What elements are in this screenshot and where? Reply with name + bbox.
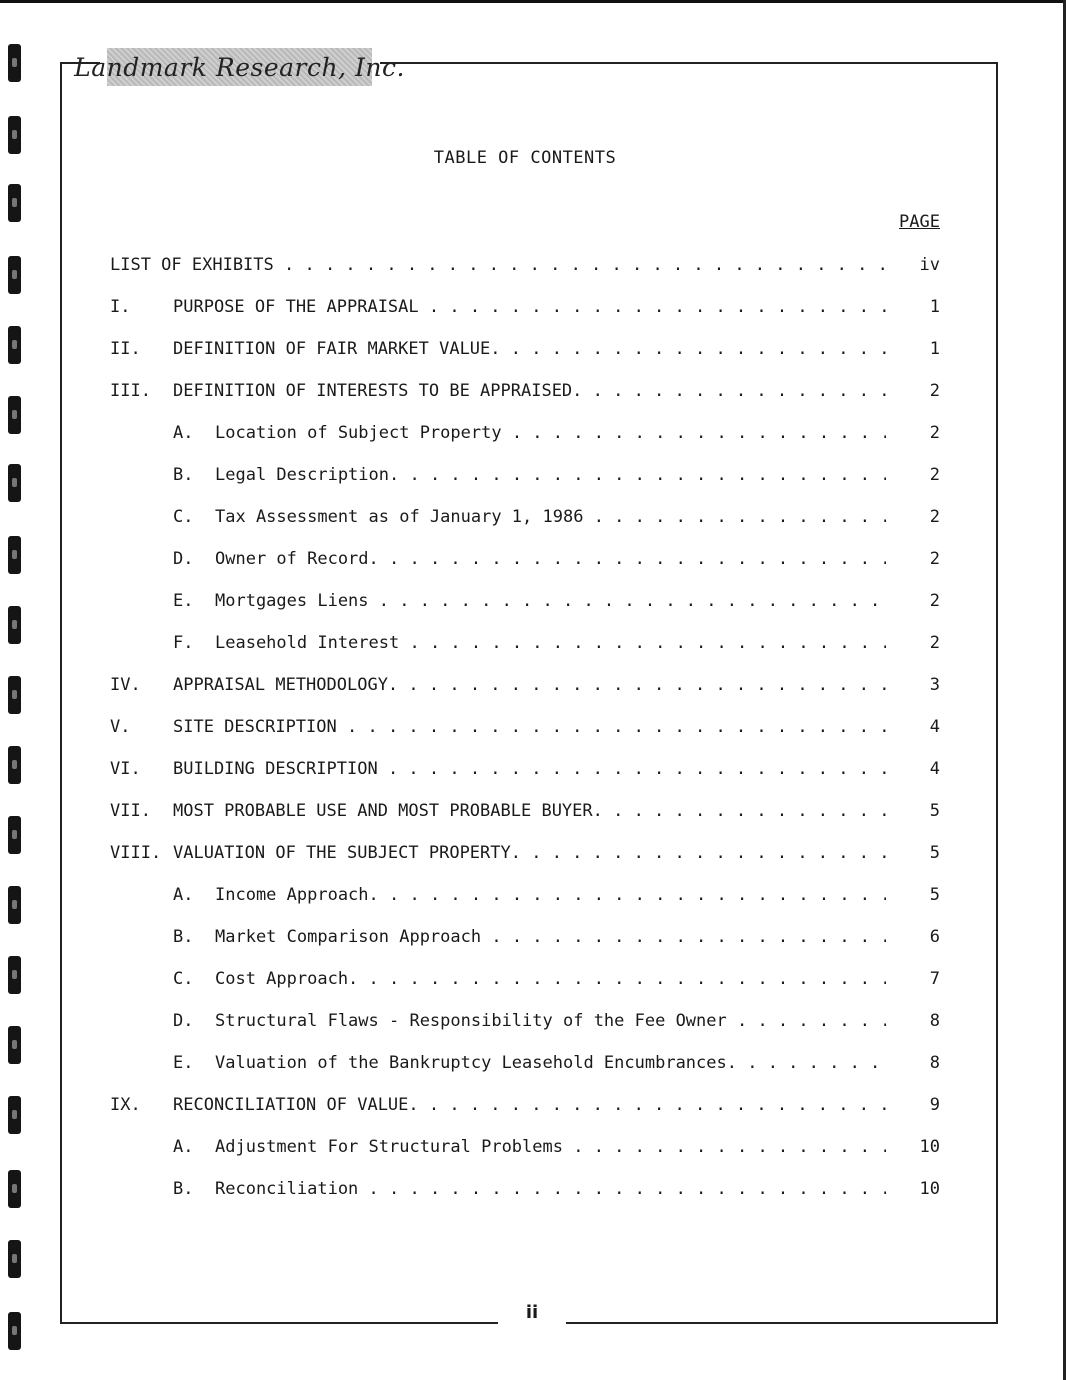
toc-entry [0, 670, 1066, 700]
toc-entry [0, 754, 1066, 784]
toc-entry-text [215, 1132, 886, 1162]
page-top-edge [0, 0, 1066, 3]
toc-entry-page: 1 [929, 297, 940, 317]
toc-entry-text [215, 922, 886, 952]
toc-entry-text [215, 418, 886, 448]
toc-entry-page: 2 [929, 507, 940, 527]
toc-entry-page: 10 [919, 1179, 940, 1199]
toc-entry [0, 460, 1066, 490]
toc-entry-number: II. [110, 339, 141, 359]
toc-entry-number: VI. [110, 759, 141, 779]
toc-entry-text [173, 376, 886, 406]
toc-entry-text [215, 628, 886, 658]
toc-entry-label: Legal Description. [215, 465, 400, 485]
toc-entry [0, 502, 1066, 532]
toc-title: TABLE OF CONTENTS [433, 148, 617, 168]
toc-entry-text [215, 586, 886, 616]
toc-entry-text [215, 964, 886, 994]
binding-hole [8, 1312, 21, 1350]
toc-entry-number: B. [173, 1179, 194, 1199]
toc-entry-page: 2 [929, 465, 940, 485]
toc-entry-page: 4 [929, 759, 940, 779]
toc-entry-text [215, 544, 886, 574]
toc-entry-text [173, 670, 886, 700]
footer-page-number: ii [525, 1302, 539, 1323]
page-column-header: PAGE [899, 212, 940, 232]
toc-entry-text [173, 754, 886, 784]
toc-entry-page: 5 [929, 885, 940, 905]
toc-entry-number: A. [173, 1137, 194, 1157]
toc-entry-label: DEFINITION OF FAIR MARKET VALUE. [173, 339, 501, 359]
toc-entry-page: 2 [929, 423, 940, 443]
toc-entry-label: Leasehold Interest [215, 633, 400, 653]
toc-entry-label: Market Comparison Approach [215, 927, 482, 947]
toc-entry [0, 964, 1066, 994]
toc-entry [0, 250, 1066, 280]
toc-entry [0, 1006, 1066, 1036]
toc-entry-page: iv [919, 255, 940, 275]
toc-entry-page: 7 [929, 969, 940, 989]
toc-entry-page: 2 [929, 591, 940, 611]
toc-entry [0, 334, 1066, 364]
toc-entry-label: LIST OF EXHIBITS [110, 255, 274, 275]
company-name: Landmark Research, Inc. [74, 52, 405, 82]
toc-entry-page: 2 [929, 381, 940, 401]
toc-entry-number: D. [173, 549, 194, 569]
toc-entry-text [173, 838, 886, 868]
toc-entry-number: E. [173, 591, 194, 611]
toc-entry-label: SITE DESCRIPTION [173, 717, 337, 737]
toc-entry-label: VALUATION OF THE SUBJECT PROPERTY. [173, 843, 521, 863]
toc-entry-page: 5 [929, 801, 940, 821]
toc-entry-number: I. [110, 297, 131, 317]
toc-entry-text [173, 1090, 886, 1120]
toc-entry-page: 10 [919, 1137, 940, 1157]
toc-entry-number: F. [173, 633, 194, 653]
toc-entry-label: Valuation of the Bankruptcy Leasehold Encumbrances. [215, 1053, 737, 1073]
toc-entry [0, 1132, 1066, 1162]
toc-entry [0, 796, 1066, 826]
binding-hole [8, 44, 21, 82]
binding-hole [8, 184, 21, 222]
toc-entry-page: 4 [929, 717, 940, 737]
toc-entry-label: Location of Subject Property [215, 423, 502, 443]
toc-entry-label: Structural Flaws - Responsibility of the Fee Owner [215, 1011, 727, 1031]
toc-entry-label: MOST PROBABLE USE AND MOST PROBABLE BUYER. [173, 801, 603, 821]
toc-entry-page: 5 [929, 843, 940, 863]
toc-entry-page: 2 [929, 633, 940, 653]
toc-entry-text [173, 292, 886, 322]
toc-entry-text [110, 250, 886, 280]
toc-entry-page: 6 [929, 927, 940, 947]
toc-entry-label: Adjustment For Structural Problems [215, 1137, 563, 1157]
toc-entry-label: APPRAISAL METHODOLOGY. [173, 675, 399, 695]
toc-entry-page: 8 [929, 1053, 940, 1073]
toc-entry [0, 628, 1066, 658]
toc-entry-label: Tax Assessment as of January 1, 1986 [215, 507, 584, 527]
toc-entry-page: 2 [929, 549, 940, 569]
toc-entry-number: VIII. [110, 843, 162, 863]
toc-entry [0, 586, 1066, 616]
toc-entry-label: DEFINITION OF INTERESTS TO BE APPRAISED. [173, 381, 583, 401]
toc-entry-number: V. [110, 717, 131, 737]
toc-entry-label: Income Approach. [215, 885, 379, 905]
toc-entry-label: BUILDING DESCRIPTION [173, 759, 378, 779]
toc-entry-number: A. [173, 885, 194, 905]
toc-entry-number: E. [173, 1053, 194, 1073]
toc-entry-page: 8 [929, 1011, 940, 1031]
toc-entry [0, 880, 1066, 910]
toc-entry-number: D. [173, 1011, 194, 1031]
toc-entry-text [215, 502, 886, 532]
toc-entry-page: 9 [929, 1095, 940, 1115]
toc-entry-page: 3 [929, 675, 940, 695]
binding-hole [8, 1240, 21, 1278]
toc-entry-text [173, 796, 886, 826]
toc-entry-label: RECONCILIATION OF VALUE. [173, 1095, 419, 1115]
toc-entry [0, 712, 1066, 742]
toc-entry [0, 376, 1066, 406]
toc-entry-text [215, 1048, 886, 1078]
toc-entry [0, 1048, 1066, 1078]
toc-entry-number: C. [173, 507, 194, 527]
toc-entry [0, 1090, 1066, 1120]
toc-entry-number: B. [173, 927, 194, 947]
toc-entry-number: A. [173, 423, 194, 443]
toc-entry-label: PURPOSE OF THE APPRAISAL [173, 297, 419, 317]
toc-entry-text [215, 1174, 886, 1204]
toc-entry-label: Mortgages Liens [215, 591, 369, 611]
toc-entry-number: IX. [110, 1095, 141, 1115]
toc-entry-number: III. [110, 381, 151, 401]
toc-entry [0, 1174, 1066, 1204]
toc-entry-number: B. [173, 465, 194, 485]
toc-entry-page: 1 [929, 339, 940, 359]
toc-entry-number: IV. [110, 675, 141, 695]
toc-entry-text [173, 334, 886, 364]
toc-entry-text [215, 1006, 886, 1036]
toc-entry-label: Reconciliation [215, 1179, 359, 1199]
toc-entry [0, 418, 1066, 448]
toc-entry-number: C. [173, 969, 194, 989]
toc-entry-label: Cost Approach. [215, 969, 359, 989]
toc-entry [0, 292, 1066, 322]
toc-entry [0, 838, 1066, 868]
letterhead-logo [74, 48, 405, 86]
toc-entry-number: VII. [110, 801, 151, 821]
toc-entry-text [173, 712, 886, 742]
toc-entry-text [215, 880, 886, 910]
toc-entry [0, 922, 1066, 952]
toc-entry-label: Owner of Record. [215, 549, 379, 569]
toc-entry-text [215, 460, 886, 490]
toc-entry [0, 544, 1066, 574]
